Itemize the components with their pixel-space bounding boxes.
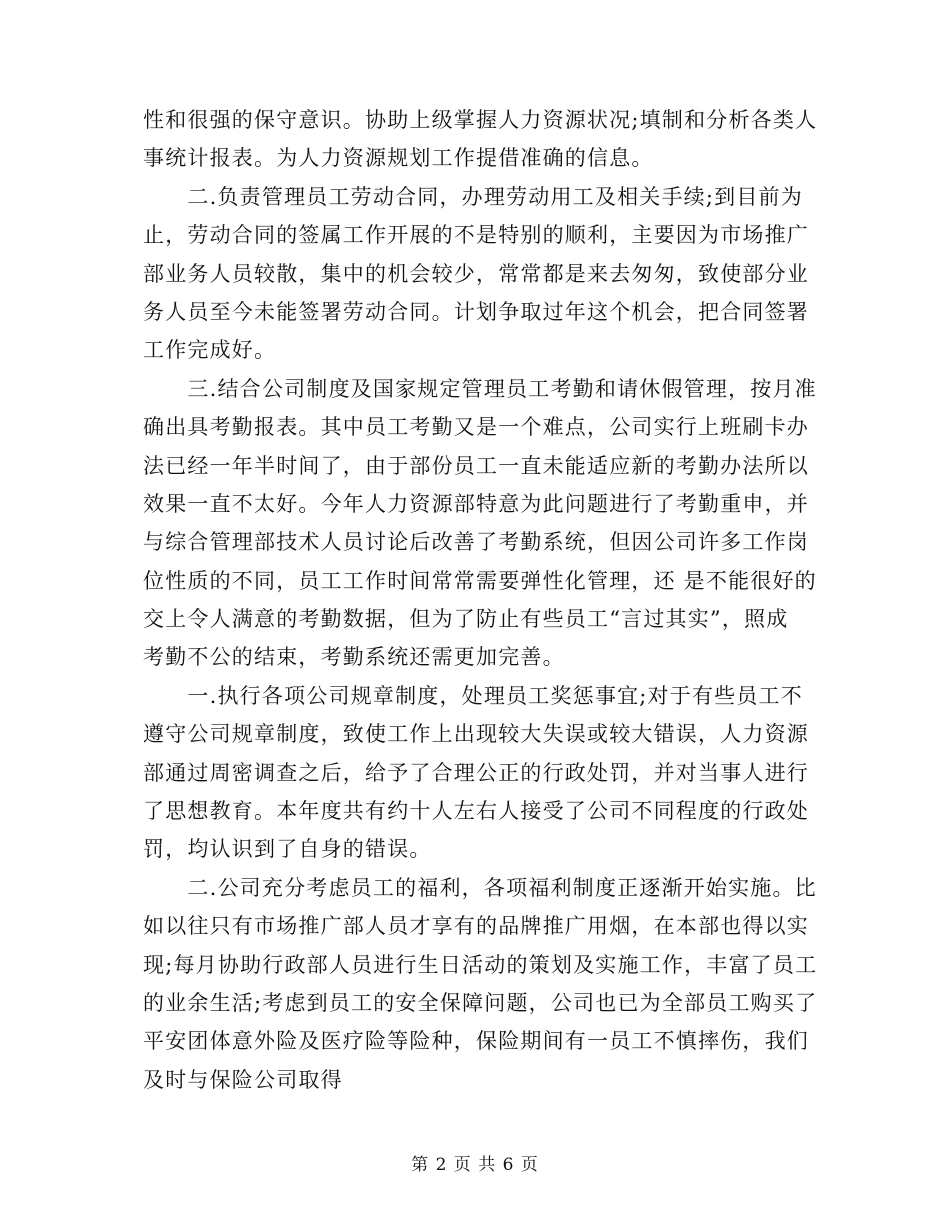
page-number: 第 2 页 共 6 页 bbox=[411, 1155, 539, 1175]
text-line: 考勤不公的结束，考勤系统还需更加完善。 bbox=[143, 645, 565, 670]
text-line: 平安团体意外险及医疗险等险种，保险期间有一员工不慎摔伤，我们 bbox=[143, 1029, 809, 1054]
text-line: 了思想教育。本年度共有约十人左右人接受了公司不同程度的行政处 bbox=[143, 799, 809, 824]
text-line: 交上令人满意的考勤数据，但为了防止有些员工“言过其实”，照成 bbox=[143, 607, 789, 632]
text-line: 三.结合公司制度及国家规定管理员工考勤和请休假管理，按月准 bbox=[143, 376, 817, 401]
text-line: 如以往只有市场推广部人员才享有的品牌推广用烟，在本部也得以实 bbox=[143, 914, 809, 939]
document-body bbox=[143, 101, 818, 1099]
text-line: 的业余生活;考虑到员工的安全保障问题，公司也已为全部员工购买了 bbox=[143, 990, 818, 1015]
text-line: 与综合管理部技术人员讨论后改善了考勤系统，但因公司许多工作岗 bbox=[143, 530, 809, 555]
text-line: 法已经一年半时间了，由于部份员工一直未能适应新的考勤办法所以 bbox=[143, 453, 809, 478]
text-line: 遵守公司规章制度，致使工作上出现较大失误或较大错误，人力资源 bbox=[143, 722, 809, 747]
text-line: 事统计报表。为人力资源规划工作提借准确的信息。 bbox=[143, 146, 654, 171]
text-line: 部业务人员较散，集中的机会较少，常常都是来去匆匆，致使部分业 bbox=[143, 261, 809, 286]
text-line: 止，劳动合同的签属工作开展的不是特别的顺利，主要因为市场推广 bbox=[143, 223, 809, 248]
text-line: 效果一直不太好。今年人力资源部特意为此问题进行了考勤重申，并 bbox=[143, 491, 809, 516]
text-line: 二.公司充分考虑员工的福利，各项福利制度正逐渐开始实施。比 bbox=[143, 875, 817, 900]
text-line: 一.执行各项公司规章制度，处理员工奖惩事宜;对于有些员工不 bbox=[143, 683, 803, 708]
text-line: 二.负责管理员工劳动合同，办理劳动用工及相关手续;到目前为 bbox=[143, 184, 803, 209]
text-line: 部通过周密调查之后，给予了合理公正的行政处罚，并对当事人进行 bbox=[143, 760, 809, 785]
text-line: 务人员至今未能签署劳动合同。计划争取过年这个机会，把合同签署 bbox=[143, 299, 809, 324]
text-line: 工作完成好。 bbox=[143, 338, 277, 363]
text-line: 性和很强的保守意识。协助上级掌握人力资源状况;填制和分析各类人 bbox=[143, 108, 818, 132]
text-line: 及时与保险公司取得 bbox=[143, 1067, 343, 1092]
text-line: 确出具考勤报表。其中员工考勤又是一个难点，公司实行上班刷卡办 bbox=[143, 415, 809, 440]
text-line: 现;每月协助行政部人员进行生日活动的策划及实施工作，丰富了员工 bbox=[143, 952, 818, 977]
text-line: 位性质的不同，员工工作时间常常需要弹性化管理，还 是不能很好的 bbox=[143, 568, 817, 593]
text-line: 罚，均认识到了自身的错误。 bbox=[143, 837, 432, 862]
